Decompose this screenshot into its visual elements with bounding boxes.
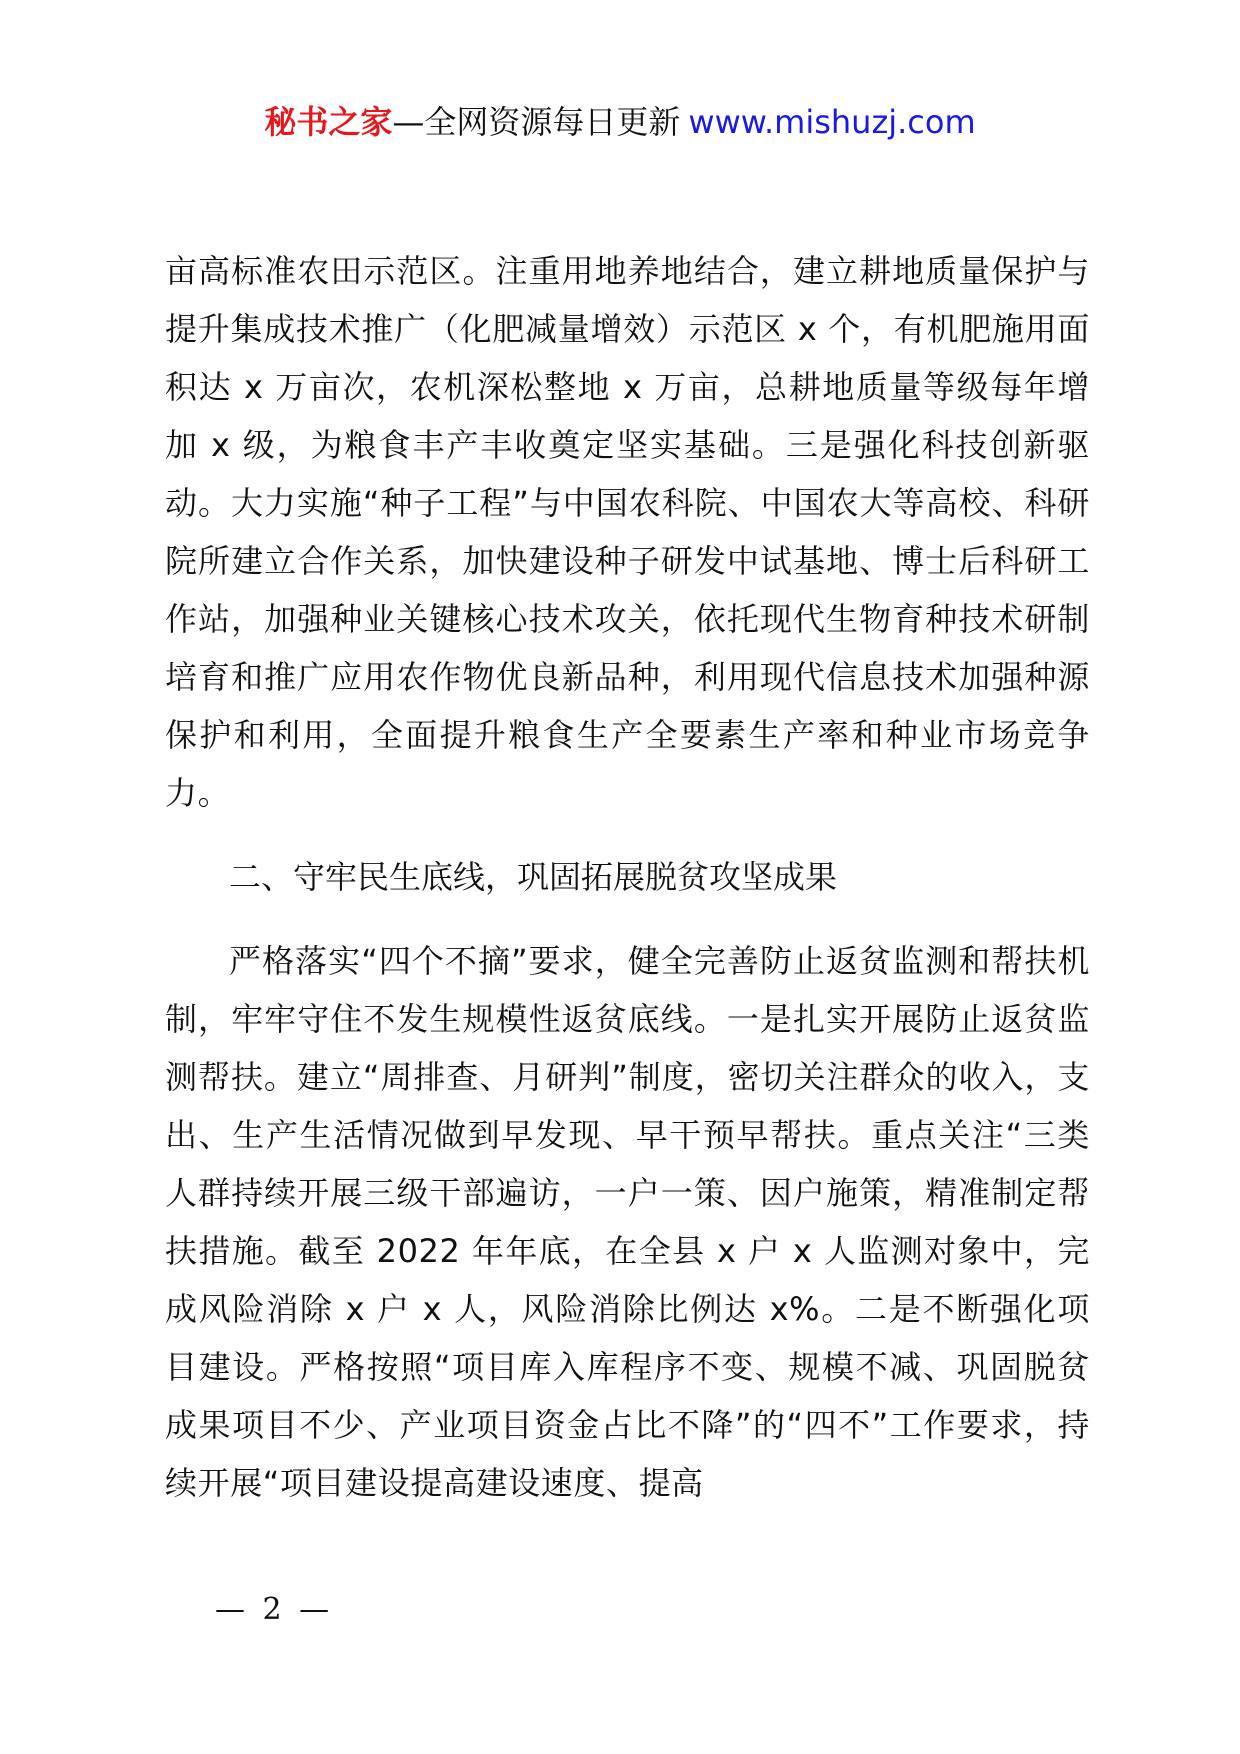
site-url-link[interactable]: www.mishuzj.com [688,103,976,141]
document-body [165,242,1090,1512]
brand-name: 秘书之家 [264,103,393,141]
paragraph-continued: 亩高标准农田示范区。注重用地养地结合，建立耕地质量保护与提升集成技术推广（化肥减量增效）示范区 x 个，有机肥施用面积达 x 万亩次，农机深松整地 x 万亩，总耕地质量等级每年增加 x 级，为粮食丰产丰收奠定坚实基础。三是强化科技创新驱动。大力实施“种子工程”与中国农科院、中国农大等高校、科研院所建立合作关系，加快建设种子研发中试基地、博士后科研工作站，加强种业关键核心技术攻关，依托现代生物育种技术研制培育和推广应用农作物优良新品种，利用现代信息技术加强种源保护和利用，全面提升粮食生产全要素生产率和种业市场竞争力。 [165,252,1090,812]
page-number: — 2 — [215,1592,334,1627]
site-slogan: —全网资源每日更新 [392,103,681,141]
paragraph-section-2: 严格落实“四个不摘”要求，健全完善防止返贫监测和帮扶机制，牢牢守住不发生规模性返贫底线。一是扎实开展防止返贫监测帮扶。建立“周排查、月研判”制度，密切关注群众的收入，支出、生产生活情况做到早发现、早干预早帮扶。重点关注“三类人群持续开展三级干部遍访，一户一策、因户施策，精准制定帮扶措施。截至 2022 年年底，在全县 x 户 x 人监测对象中，完成风险消除 x 户 x 人，风险消除比例达 x%。二是不断强化项目建设。严格按照“项目库入库程序不变、规模不减、巩固脱贫成果项目不少、产业项目资金占比不降”的“四不”工作要求，持续开展“项目建设提高建设速度、提高 [165,942,1090,1502]
section-heading-2: 二、守牢民生底线，巩固拓展脱贫攻坚成果 [229,858,838,896]
site-header [0,100,1240,144]
